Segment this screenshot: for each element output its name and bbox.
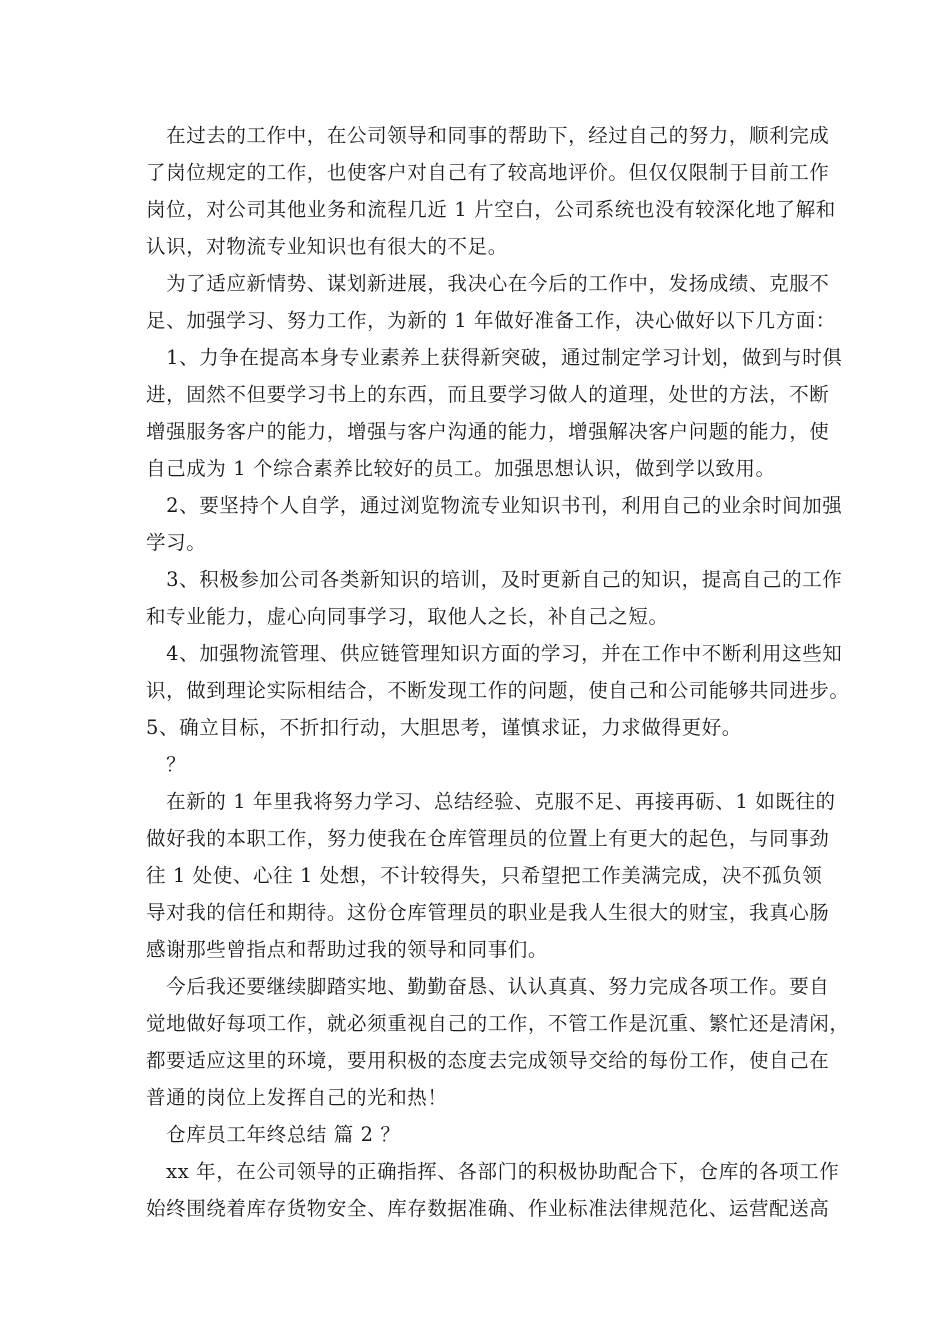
text-line: 增强服务客户的能力，增强与客户沟通的能力，增强解决客户问题的能力，使 <box>146 420 830 443</box>
text-line: 1、力争在提高本身专业素养上获得新突破，通过制定学习计划，做到与时俱 <box>146 346 843 369</box>
text-line: 往 1 处使、心往 1 处想，不计较得失，只希望把工作美满完成，决不孤负领 <box>146 864 823 887</box>
text-line: 为了适应新情势、谋划新进展，我决心在今后的工作中，发扬成绩、克服不 <box>146 272 830 295</box>
text-line: 和专业能力，虚心向同事学习，取他人之长，补自己之短。 <box>146 605 669 628</box>
text-line: 自己成为 1 个综合素养比较好的员工。加强思想认识，做到学以致用。 <box>146 457 776 480</box>
text-line: 2、要坚持个人自学，通过浏览物流专业知识书刊，利用自己的业余时间加强 <box>146 494 843 517</box>
text-line: 认识，对物流专业知识也有很大的不足。 <box>146 235 508 258</box>
text-line: 都要适应这里的环境，要用积极的态度去完成领导交给的每份工作，使自己在 <box>146 1049 830 1072</box>
text-line: 觉地做好每项工作，就必须重视自己的工作，不管工作是沉重、繁忙还是清闲， <box>146 1012 850 1035</box>
text-line: 4、加强物流管理、供应链管理知识方面的学习，并在工作中不断利用这些知 <box>146 642 843 665</box>
text-line: 5、确立目标，不折扣行动，大胆思考，谨慎求证，力求做得更好。 <box>146 716 742 739</box>
text-line: 在新的 1 年里我将努力学习、总结经验、克服不足、再接再砺、1 如既往的 <box>146 790 836 813</box>
text-line: 始终围绕着库存货物安全、库存数据准确、作业标准法律规范化、运营配送高 <box>146 1197 830 1220</box>
text-line: 识，做到理论实际相结合，不断发现工作的问题，使自己和公司能够共同进步。 <box>146 679 850 702</box>
text-line: 3、积极参加公司各类新知识的培训，及时更新自己的知识，提高自己的工作 <box>146 568 843 591</box>
text-line: xx 年，在公司领导的正确指挥、各部门的积极协助配合下，仓库的各项工作 <box>146 1160 840 1183</box>
text-line: 今后我还要继续脚踏实地、勤勤奋恳、认认真真、努力完成各项工作。要自 <box>146 975 830 998</box>
text-line: ？ <box>146 753 187 776</box>
text-line: 了岗位规定的工作，也使客户对自己有了较高地评价。但仅仅限制于目前工作 <box>146 161 830 184</box>
text-line: 导对我的信任和期待。这份仓库管理员的职业是我人生很大的财宝，我真心肠 <box>146 901 830 924</box>
text-line: 足、加强学习、努力工作，为新的 1 年做好准备工作，决心做好以下几方面： <box>146 309 836 332</box>
text-line: 进，固然不但要学习书上的东西，而且要学习做人的道理，处世的方法，不断 <box>146 383 830 406</box>
text-line: 感谢那些曾指点和帮助过我的领导和同事们。 <box>146 938 549 961</box>
text-line: 普通的岗位上发挥自己的光和热！ <box>146 1086 448 1109</box>
text-line: 学习。 <box>146 531 207 554</box>
text-line: 在过去的工作中，在公司领导和同事的帮助下，经过自己的努力，顺利完成 <box>146 124 830 147</box>
section-heading: 仓库员工年终总结 篇 2 ？ <box>146 1123 401 1146</box>
text-line: 做好我的本职工作，努力使我在仓库管理员的位置上有更大的起色，与同事劲 <box>146 827 830 850</box>
text-line: 岗位，对公司其他业务和流程几近 1 片空白，公司系统也没有较深化地了解和 <box>146 198 836 221</box>
